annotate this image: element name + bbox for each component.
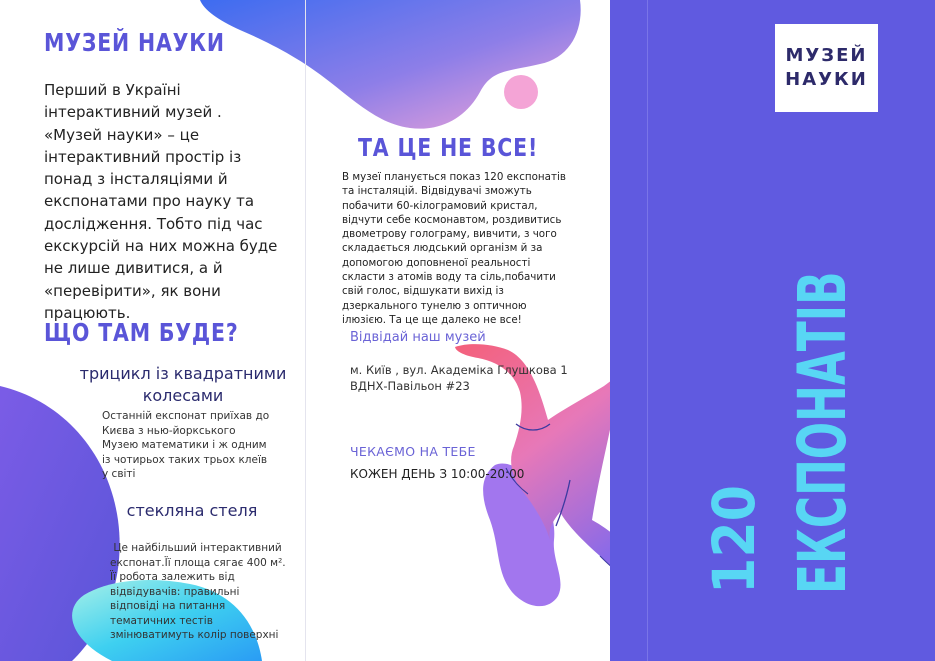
exhibits-number: 120 (700, 485, 768, 594)
item2-title: стекляна стеля (126, 501, 258, 520)
item1-text: Останній експонат приїхав до Києва з нью-йоркського Музею математики і ж одним із чотирьох таких трьох клеїв у світі (102, 410, 270, 480)
logo (775, 24, 878, 112)
exhibits-word: ЕКСПОНАТІВ (784, 271, 861, 594)
panel1-title: МУЗЕЙ НАУКИ (44, 28, 225, 57)
cover-fold (647, 0, 648, 661)
item2-text: Це найбільший інтерактивний експонат.Її площа сягає 400 м². Її робота залежить від відвідувачів: правильні відповіді на питання тематичних тестів змінюватимуть колір поверхні (110, 542, 289, 641)
panel1-intro: Перший в Україні інтерактивний музей . «Музей науки» – це інтерактивний простір із понад з інсталяціями й експонатами про науку та дослідження. Тобто під час екскурсій на них можна буде не лише дивитися, а й «перевірити», як вони працюють. (44, 81, 278, 322)
visit-label: Відвідай наш музей (350, 330, 486, 345)
opening-hours: КОЖЕН ДЕНЬ З 10:00-20:00 (350, 467, 525, 481)
panel2-text: В музеї планується показ 120 експонатів та інсталяцій. Відвідувачі зможуть побачити 60-кілограмовий кристал, відчути себе космонавтом, роздивитись двометрову голограму, вивчити, з чого складається людський організм й за допомогою доповненої реальності скласти з атомів воду та сіль,побачити свій голос, відшукати вихід із дзеркального тунелю з оптичною ілюзією. Та це ще далеко не все! (342, 171, 566, 326)
pink-circle (504, 75, 538, 109)
address: м. Київ , вул. Академіка Глушкова 1 ВДНХ-Павільон #23 (350, 363, 568, 393)
panel1-section-title: ЩО ТАМ БУДЕ? (44, 318, 239, 347)
logo-line-2: НАУКИ (785, 69, 868, 90)
cover-panel (610, 0, 935, 661)
panel2-title: ТА ЦЕ НЕ ВСЕ! (358, 133, 539, 162)
wait-label: ЧЕКАЄМО НА ТЕБЕ (350, 444, 476, 459)
logo-line-1: МУЗЕЙ (785, 45, 868, 66)
item1-title: трицикл із квадратними колесами (79, 364, 287, 405)
fold-line-1 (305, 0, 306, 661)
